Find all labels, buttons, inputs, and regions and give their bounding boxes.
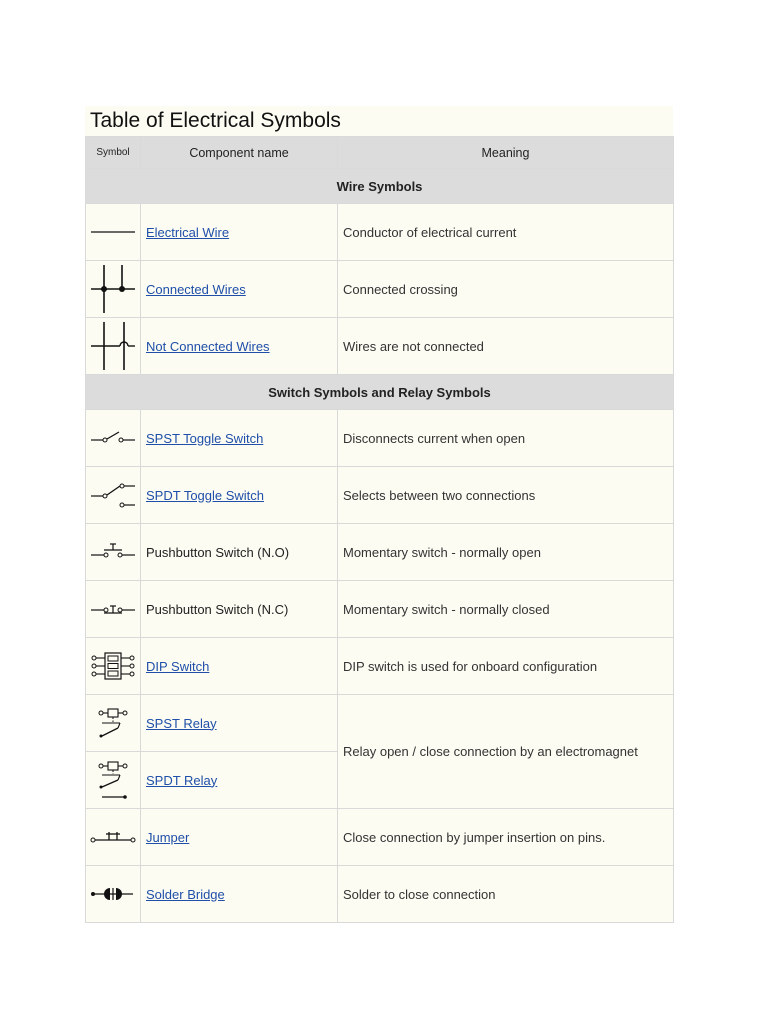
component-link[interactable]: SPST Relay bbox=[146, 715, 217, 731]
not-connected-wires-icon bbox=[88, 320, 138, 372]
meaning-cell: Selects between two connections bbox=[338, 467, 674, 524]
solder-bridge-icon bbox=[88, 879, 138, 909]
header-meaning: Meaning bbox=[338, 137, 674, 169]
component-link[interactable]: Connected Wires bbox=[146, 281, 246, 297]
section-row bbox=[86, 375, 674, 410]
table-row bbox=[86, 524, 674, 581]
component-cell bbox=[141, 261, 338, 318]
component-link[interactable]: Electrical Wire bbox=[146, 224, 230, 240]
table-row bbox=[86, 410, 674, 467]
connected-wires-icon bbox=[88, 263, 138, 315]
component-cell bbox=[141, 204, 338, 261]
component-cell bbox=[141, 318, 338, 375]
component-link[interactable]: Not Connected Wires bbox=[146, 338, 270, 354]
component-link[interactable]: Solder Bridge bbox=[146, 886, 225, 902]
table-header-row bbox=[86, 137, 674, 169]
table-row bbox=[86, 318, 674, 375]
component-cell: Pushbutton Switch (N.C) bbox=[141, 581, 338, 638]
table-row bbox=[86, 866, 674, 923]
meaning-cell: Wires are not connected bbox=[338, 318, 674, 375]
table-row bbox=[86, 467, 674, 524]
table-row bbox=[86, 204, 674, 261]
meaning-cell: Conductor of electrical current bbox=[338, 204, 674, 261]
symbol-cell bbox=[86, 809, 141, 866]
section-label-switch: Switch Symbols and Relay Symbols bbox=[86, 375, 674, 410]
pushbutton-nc-icon bbox=[88, 594, 138, 624]
page-title: Table of Electrical Symbols bbox=[85, 106, 673, 136]
table-row bbox=[86, 261, 674, 318]
component-cell bbox=[141, 467, 338, 524]
meaning-cell: Disconnects current when open bbox=[338, 410, 674, 467]
component-cell bbox=[141, 809, 338, 866]
table-row bbox=[86, 809, 674, 866]
spdt-relay-icon bbox=[88, 757, 138, 803]
section-label-wire: Wire Symbols bbox=[86, 169, 674, 204]
table-row bbox=[86, 581, 674, 638]
meaning-cell: DIP switch is used for onboard configuration bbox=[338, 638, 674, 695]
pushbutton-no-icon bbox=[88, 537, 138, 567]
meaning-cell: Connected crossing bbox=[338, 261, 674, 318]
symbol-cell bbox=[86, 581, 141, 638]
dip-switch-icon bbox=[88, 649, 138, 683]
symbol-cell bbox=[86, 261, 141, 318]
table-row bbox=[86, 695, 674, 752]
symbol-cell bbox=[86, 866, 141, 923]
symbol-cell bbox=[86, 318, 141, 375]
symbols-table-container bbox=[85, 106, 673, 923]
table-row bbox=[86, 638, 674, 695]
symbol-cell bbox=[86, 524, 141, 581]
symbol-cell bbox=[86, 695, 141, 752]
meaning-cell: Momentary switch - normally open bbox=[338, 524, 674, 581]
component-cell bbox=[141, 410, 338, 467]
electrical-wire-icon bbox=[88, 212, 138, 252]
component-cell bbox=[141, 638, 338, 695]
component-link[interactable]: SPST Toggle Switch bbox=[146, 430, 264, 446]
spdt-toggle-switch-icon bbox=[88, 478, 138, 512]
component-link[interactable]: SPDT Relay bbox=[146, 772, 218, 788]
component-cell bbox=[141, 752, 338, 809]
spst-toggle-switch-icon bbox=[88, 423, 138, 453]
component-link[interactable]: SPDT Toggle Switch bbox=[146, 487, 265, 503]
meaning-cell: Close connection by jumper insertion on pins. bbox=[338, 809, 674, 866]
meaning-cell: Momentary switch - normally closed bbox=[338, 581, 674, 638]
meaning-cell: Solder to close connection bbox=[338, 866, 674, 923]
component-cell: Pushbutton Switch (N.O) bbox=[141, 524, 338, 581]
component-cell bbox=[141, 866, 338, 923]
spst-relay-icon bbox=[88, 703, 138, 743]
header-symbol: Symbol bbox=[86, 137, 141, 169]
symbol-cell bbox=[86, 410, 141, 467]
meaning-cell: Relay open / close connection by an electromagnet bbox=[338, 695, 674, 809]
header-component: Component name bbox=[141, 137, 338, 169]
symbol-cell bbox=[86, 467, 141, 524]
component-cell bbox=[141, 695, 338, 752]
symbol-cell bbox=[86, 752, 141, 809]
component-link[interactable]: Jumper bbox=[146, 829, 190, 845]
symbols-table bbox=[85, 136, 674, 923]
jumper-icon bbox=[88, 822, 138, 852]
symbol-cell bbox=[86, 204, 141, 261]
component-link[interactable]: DIP Switch bbox=[146, 658, 210, 674]
section-row bbox=[86, 169, 674, 204]
symbol-cell bbox=[86, 638, 141, 695]
